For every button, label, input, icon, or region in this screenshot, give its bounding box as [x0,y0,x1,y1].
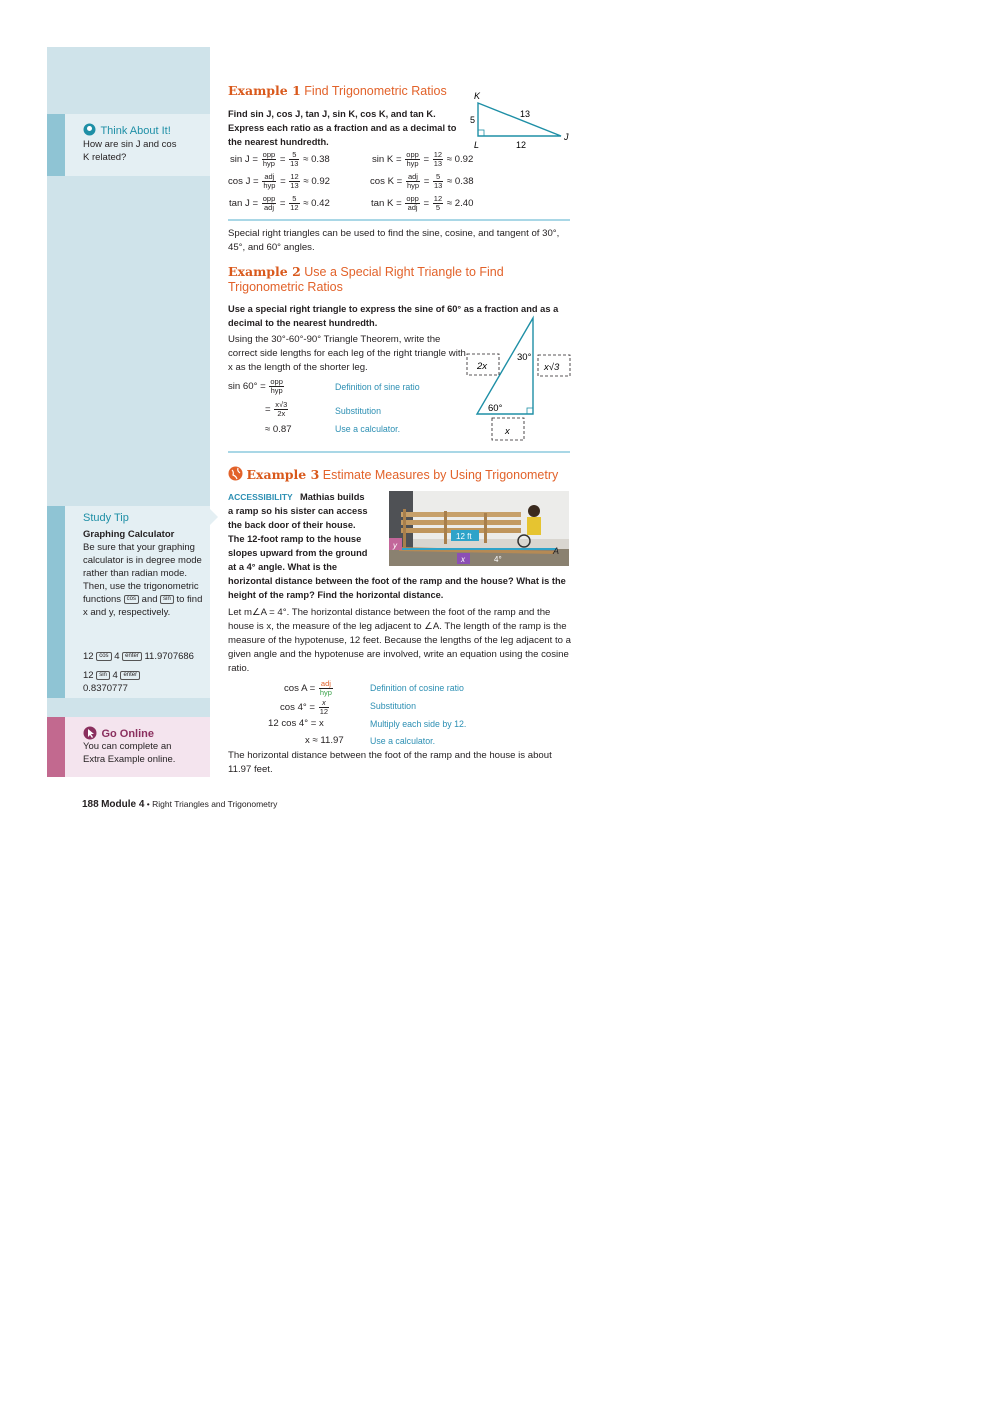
think-title: Think About It! [100,125,171,137]
ratio-fraction [433,195,443,212]
example-3-title [228,466,558,482]
ramp-photo [389,491,569,566]
ratio-lhs: cos J = [228,176,259,188]
ex2-step-1 [228,378,285,395]
ratio-value: ≈ 0.92 [303,176,330,188]
ratio-fraction [433,151,443,168]
ratio-fraction [289,173,299,190]
frac-den: hyp [270,386,283,395]
ratio-value: ≈ 0.38 [446,176,474,188]
frac-num: opp [262,194,276,203]
study-and: and [141,594,158,605]
angle-30-label: 30° [517,352,532,363]
page-footer [82,799,277,810]
distance-x-label: x [461,555,465,564]
think-about-it-box [47,114,210,176]
example-2-prompt: Use a special right triangle to express the sine of 60° as a fraction and as a decimal to the nearest hundredth. [228,304,559,328]
study-text-body2: to find x and y, respectively. [83,594,203,618]
calc-line-2 [83,669,140,682]
side-kj: 13 [520,109,531,119]
ex3-reason-2: Substitution [370,701,416,711]
lightbulb-head-icon [83,123,96,136]
frac-num: opp [406,194,419,203]
ex3-reason-4: Use a calculator. [370,736,436,746]
calc-line-2-result: 0.8370777 [83,683,128,694]
think-bar [47,114,65,176]
frac-den: 12 [319,707,329,716]
example-2-label: Example 2 [228,264,301,279]
calc-line-1-result: 11.9707686 [144,651,194,662]
example-1-title [228,83,447,98]
calc-line-1-mid: 4 [114,651,120,662]
frac-den: 13 [290,159,299,168]
ratio-value: ≈ 0.38 [303,154,330,166]
side-kl: 5 [470,115,476,125]
cos-key-icon: cos [96,652,111,661]
ratio-row: cos K = $\frac{\text{adj}}{\text{hyp}}$ = $\frac{5}{13}$ ≈ 0.38 [370,172,474,190]
example-3-heading: Estimate Measures by Using Trigonometry [322,468,559,482]
ex3-prompt-line: The 12-foot ramp to the house [228,534,362,544]
ex3-step-lhs: cos 4° = [280,702,316,714]
sin-key-icon: sin [96,671,110,680]
ratio-row: cos J = $\frac{\text{adj}}{\text{hyp}}$ = $\frac{12}{13}$ ≈ 0.92 [228,172,330,190]
ex2-step-fraction [274,401,288,418]
accessibility-tag: ACCESSIBILITY [228,492,293,502]
ratio-fraction [262,195,277,212]
frac-num: 12 [290,172,299,181]
ratio-lhs: tan J = [229,198,259,210]
ratio-fraction [405,195,420,212]
frac-den: 13 [433,181,443,190]
ex3-prompt-line: at a 4° angle. What is the [228,562,338,572]
ratio-fraction [405,151,420,168]
ratio-lhs: sin J = [230,154,258,166]
study-tip-pointer [210,509,218,525]
frac-num: 12 [433,194,443,203]
ratio-lhs: cos K = [370,176,403,188]
ex2-reason-2: Substitution [335,406,381,416]
ratio-fraction [289,195,299,212]
ex2-step-lhs: sin 60° = [228,381,266,393]
online-title[interactable]: Go Online [101,728,155,740]
frac-num: x√3 [275,400,288,409]
frac-num: opp [262,150,276,159]
angle-60-label: 60° [488,403,503,414]
divider [228,451,570,453]
ex3-prompt-line: the back door of their house. [228,520,356,530]
ex3-step-fraction [319,699,329,716]
special-triangles-text: Special right triangles can be used to find the sine, cosine, and tangent of 30°, 45°, and 60° angles. [228,228,560,253]
angle-4-label: 4° [494,555,502,564]
ratio-fraction [262,151,277,168]
example-1-label: Example 1 [228,83,301,98]
cursor-click-icon [83,726,97,740]
ex3-prompt-line: a ramp so his sister can access [228,506,368,516]
frac-den: 13 [433,159,443,168]
calc-line-1 [83,650,194,663]
calc-line-2-mid: 4 [112,670,118,681]
go-online-box[interactable] [47,717,210,777]
frac-num: 5 [289,151,299,160]
ratio-row: sin J = $\frac{\text{opp}}{\text{hyp}}$ = $\frac{5}{13}$ ≈ 0.38 [230,150,330,168]
ratio-row: tan J = $\frac{\text{opp}}{\text{adj}}$ = $\frac{5}{12}$ ≈ 0.42 [229,194,330,212]
example-3-conclusion: The horizontal distance between the foot of the ramp and the house is about 11.97 feet. [228,750,552,775]
frac-den: hyp [319,688,332,697]
example-3-body: Let m∠A = 4°. The horizontal distance between the foot of the ramp and the house is x, the measure of the leg adjacent to ∠A. The length of the ramp is the measure of the hypotenuse, 12 feet. Because the lengths of the leg adjacent to a given angle and the hypotenuse are involved, write an equation using the cosine ratio. [228,607,571,674]
short-leg-label: x [505,426,510,437]
frac-den: adj [264,203,275,212]
frac-num: adj [406,173,420,182]
ex3-step-4: x ≈ 11.97 [305,735,344,746]
ex3-step-lhs: cos A = [284,683,316,695]
frac-num: 5 [289,195,299,204]
example-3-label: Example 3 [246,467,320,482]
point-a-label: A [553,546,560,556]
ratio-fraction [406,173,420,190]
study-text [83,541,203,619]
page-number: 188 [82,799,99,810]
study-title: Study Tip [83,512,129,524]
online-bar [47,717,65,777]
ratio-fraction [262,173,276,190]
triangle-30-60-90 [465,314,575,444]
enter-key-icon: enter [120,671,140,680]
calc-line-2-prefix: 12 [83,670,94,681]
height-y-label: y [393,541,397,550]
vertex-l: L [474,140,480,150]
ex3-reason-3: Multiply each side by 12. [370,719,467,729]
ratio-fraction [433,173,443,190]
footer-separator: • [146,799,150,809]
triangle-klj [465,88,575,158]
frac-den: 13 [290,181,299,190]
vertex-j: J [564,132,569,142]
example-2-body: Using the 30°-60°-90° Triangle Theorem, write the correct side lengths for each leg of the right triangle with x as the length of the shorter leg. [228,334,466,373]
online-text: You can complete an Extra Example online. [83,741,176,765]
ex3-step-1 [284,680,334,697]
frac-num: x [319,699,329,708]
ratio-lhs: tan K = [371,198,402,210]
ex3-step-3: 12 cos 4° = x [268,718,324,729]
ex3-prompt-line: slopes upward from the ground [228,548,368,558]
cos-key-icon: cos [124,595,139,604]
ratio-row: tan K = $\frac{\text{opp}}{\text{adj}}$ = $\frac{12}{5}$ ≈ 2.40 [371,194,474,212]
ex3-reason-1: Definition of cosine ratio [370,683,464,693]
frac-den: 2x [277,409,286,418]
enter-key-icon: enter [122,652,142,661]
frac-num: opp [406,150,419,159]
frac-num: adj [262,173,276,182]
frac-den: hyp [406,181,420,190]
ex2-step-2: = $\frac{x√3}{2x}$ [265,400,288,418]
example-2-heading-2: Trigonometric Ratios [228,280,343,294]
frac-num: adj [319,680,333,689]
frac-num: 5 [433,173,443,182]
ex3-prompt-line: horizontal distance between the foot of the ramp and the house? What is the height of the ramp? Find the horizontal distance. [228,576,566,600]
study-subtitle: Graphing Calculator [83,529,175,540]
ex2-reason-3: Use a calculator. [335,424,401,434]
divider [228,219,570,221]
ex3-step-fraction [319,680,333,697]
example-2-heading-1: Use a Special Right Triangle to Find [304,265,504,279]
study-tip-box [47,506,210,698]
ratio-value: ≈ 2.40 [446,198,474,210]
calc-line-1-prefix: 12 [83,651,94,662]
study-text-body: Be sure that your graphing calculator is in degree mode rather than radian mode. Then, use the trigonometric functions [83,542,202,605]
frac-num: opp [270,377,283,386]
think-text: How are sin J and cos K related? [83,139,177,163]
frac-den: hyp [263,181,276,190]
frac-den: hyp [406,159,419,168]
ex3-prompt-line: Mathias builds [300,492,365,502]
ex2-reason-1: Definition of sine ratio [335,382,420,392]
example-1-prompt: Find sin J, cos J, tan J, sin K, cos K, and tan K. Express each ratio as a fraction and as a decimal to the nearest hundredth. [228,109,457,147]
ramp-length-label: 12 ft [456,532,472,541]
long-leg-label: x√3 [544,362,560,373]
ratio-lhs: sin K = [372,154,402,166]
ratio-row: sin K = $\frac{\text{opp}}{\text{hyp}}$ = $\frac{12}{13}$ ≈ 0.92 [372,150,474,168]
example-2-title [228,264,504,279]
frac-den: 12 [290,203,299,212]
globe-icon [228,466,243,481]
example-1-heading: Find Trigonometric Ratios [304,84,447,98]
side-lj: 12 [516,140,527,150]
hyp-label: 2x [477,361,488,372]
sin-key-icon: sin [160,595,174,604]
ex3-step-2 [280,699,330,716]
module-title: Right Triangles and Trigonometry [152,799,278,809]
frac-den: hyp [262,159,275,168]
ex2-step-3: ≈ 0.87 [265,424,292,435]
study-bar [47,506,65,698]
ratio-value: ≈ 0.42 [303,198,330,210]
ex2-step-fraction [269,378,284,395]
frac-den: adj [407,203,418,212]
frac-num: 12 [433,150,443,159]
frac-den: 5 [435,203,441,212]
ratio-value: ≈ 0.92 [446,154,474,166]
vertex-k: K [474,91,481,101]
module-label: Module 4 [101,799,145,810]
ratio-fraction [289,151,299,168]
